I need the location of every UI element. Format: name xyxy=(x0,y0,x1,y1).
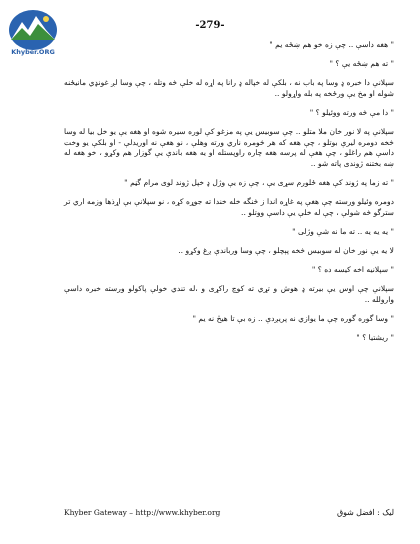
paragraph: " سپلانيه اخه کيسه ده ؟ " xyxy=(311,264,394,274)
paragraph: سپلانې دا خبره ډ وسا په باب نه ، بلکې له خپاله ډ رانا په اړه له خلې څه وتله ، چې وسا لږ غونډي مانيځنه شوله او مخ يې ورځخه په بله واړولو .. xyxy=(64,78,394,98)
paragraph: " ته زما په ژوند کې هغه ځلورم سړی يې ، چې زه يې وژل ډ خپل ژوند لوی مرام گڼم " xyxy=(124,177,394,187)
paragraph: سپلانې په لا نور خان ملا متلو .. چې سوبيس يې په مزغو کې لوره سيره شوه او هغه يې يو خل بيا له وسا څخه دومره ليرې بوتلو ، چې هغه که هر څومره ناري ورته وهلې ، نو هغې نه اوريدلې - او بلکې يو وخت داسې هم راغلو ، چې هغې له پرسه هغه چاره راوپستله او يه هغه باندې يې گوزار هم وکړو ، خو هغه له ښه بختنه ژوندی پاته شو .. xyxy=(64,126,394,168)
footer-website: Khyber Gateway – http://www.khyber.org xyxy=(64,508,221,517)
paragraph: دومره وئيلو ورسته چې هغې په غاړه اندا ز څنگه خله خندا ته جوړه کړه ، نو سپلانې بې اړذها وزمه اري تر سترگو څه شولې ، چې له خلې يې داسې ووتلو .. xyxy=(64,196,394,217)
page-number: -279- xyxy=(195,20,225,31)
paragraph: " دا مې څه ورته ووئيلو ؟ " xyxy=(309,107,394,117)
paragraph: " ته هم ښځه يې ؟ " xyxy=(329,59,394,69)
page-body xyxy=(64,40,394,352)
page-footer xyxy=(64,508,394,522)
paragraph: لا يه يې نور خان له سوبيس څخه پېچلو ، چې وسا ورباندې ږغ وکړو .. xyxy=(178,245,394,255)
footer-author: ليک : افضل شوق xyxy=(337,508,394,517)
paragraph: سپلانې چې اوس يې بيرته ډ هوش و تړي ته کوچ راکړی و ،له تندي خولې پاکولو ورسته خبره داسې وارولله .. xyxy=(64,283,394,304)
paragraph: " هغه داسې .. چې زه خو هم ښځه يم " xyxy=(269,40,394,49)
logo-text: Khyber.ORG xyxy=(11,48,55,56)
paragraph: " وسا گوره گوره چې ما يوازي نه پريږدې .. زه بې تا هيڅ نه يم " xyxy=(192,313,394,323)
paragraph: " ريشتيا ؟ " xyxy=(356,332,394,342)
paragraph: " يه يه يه .. ته ما نه شې وژلی " xyxy=(292,226,394,236)
